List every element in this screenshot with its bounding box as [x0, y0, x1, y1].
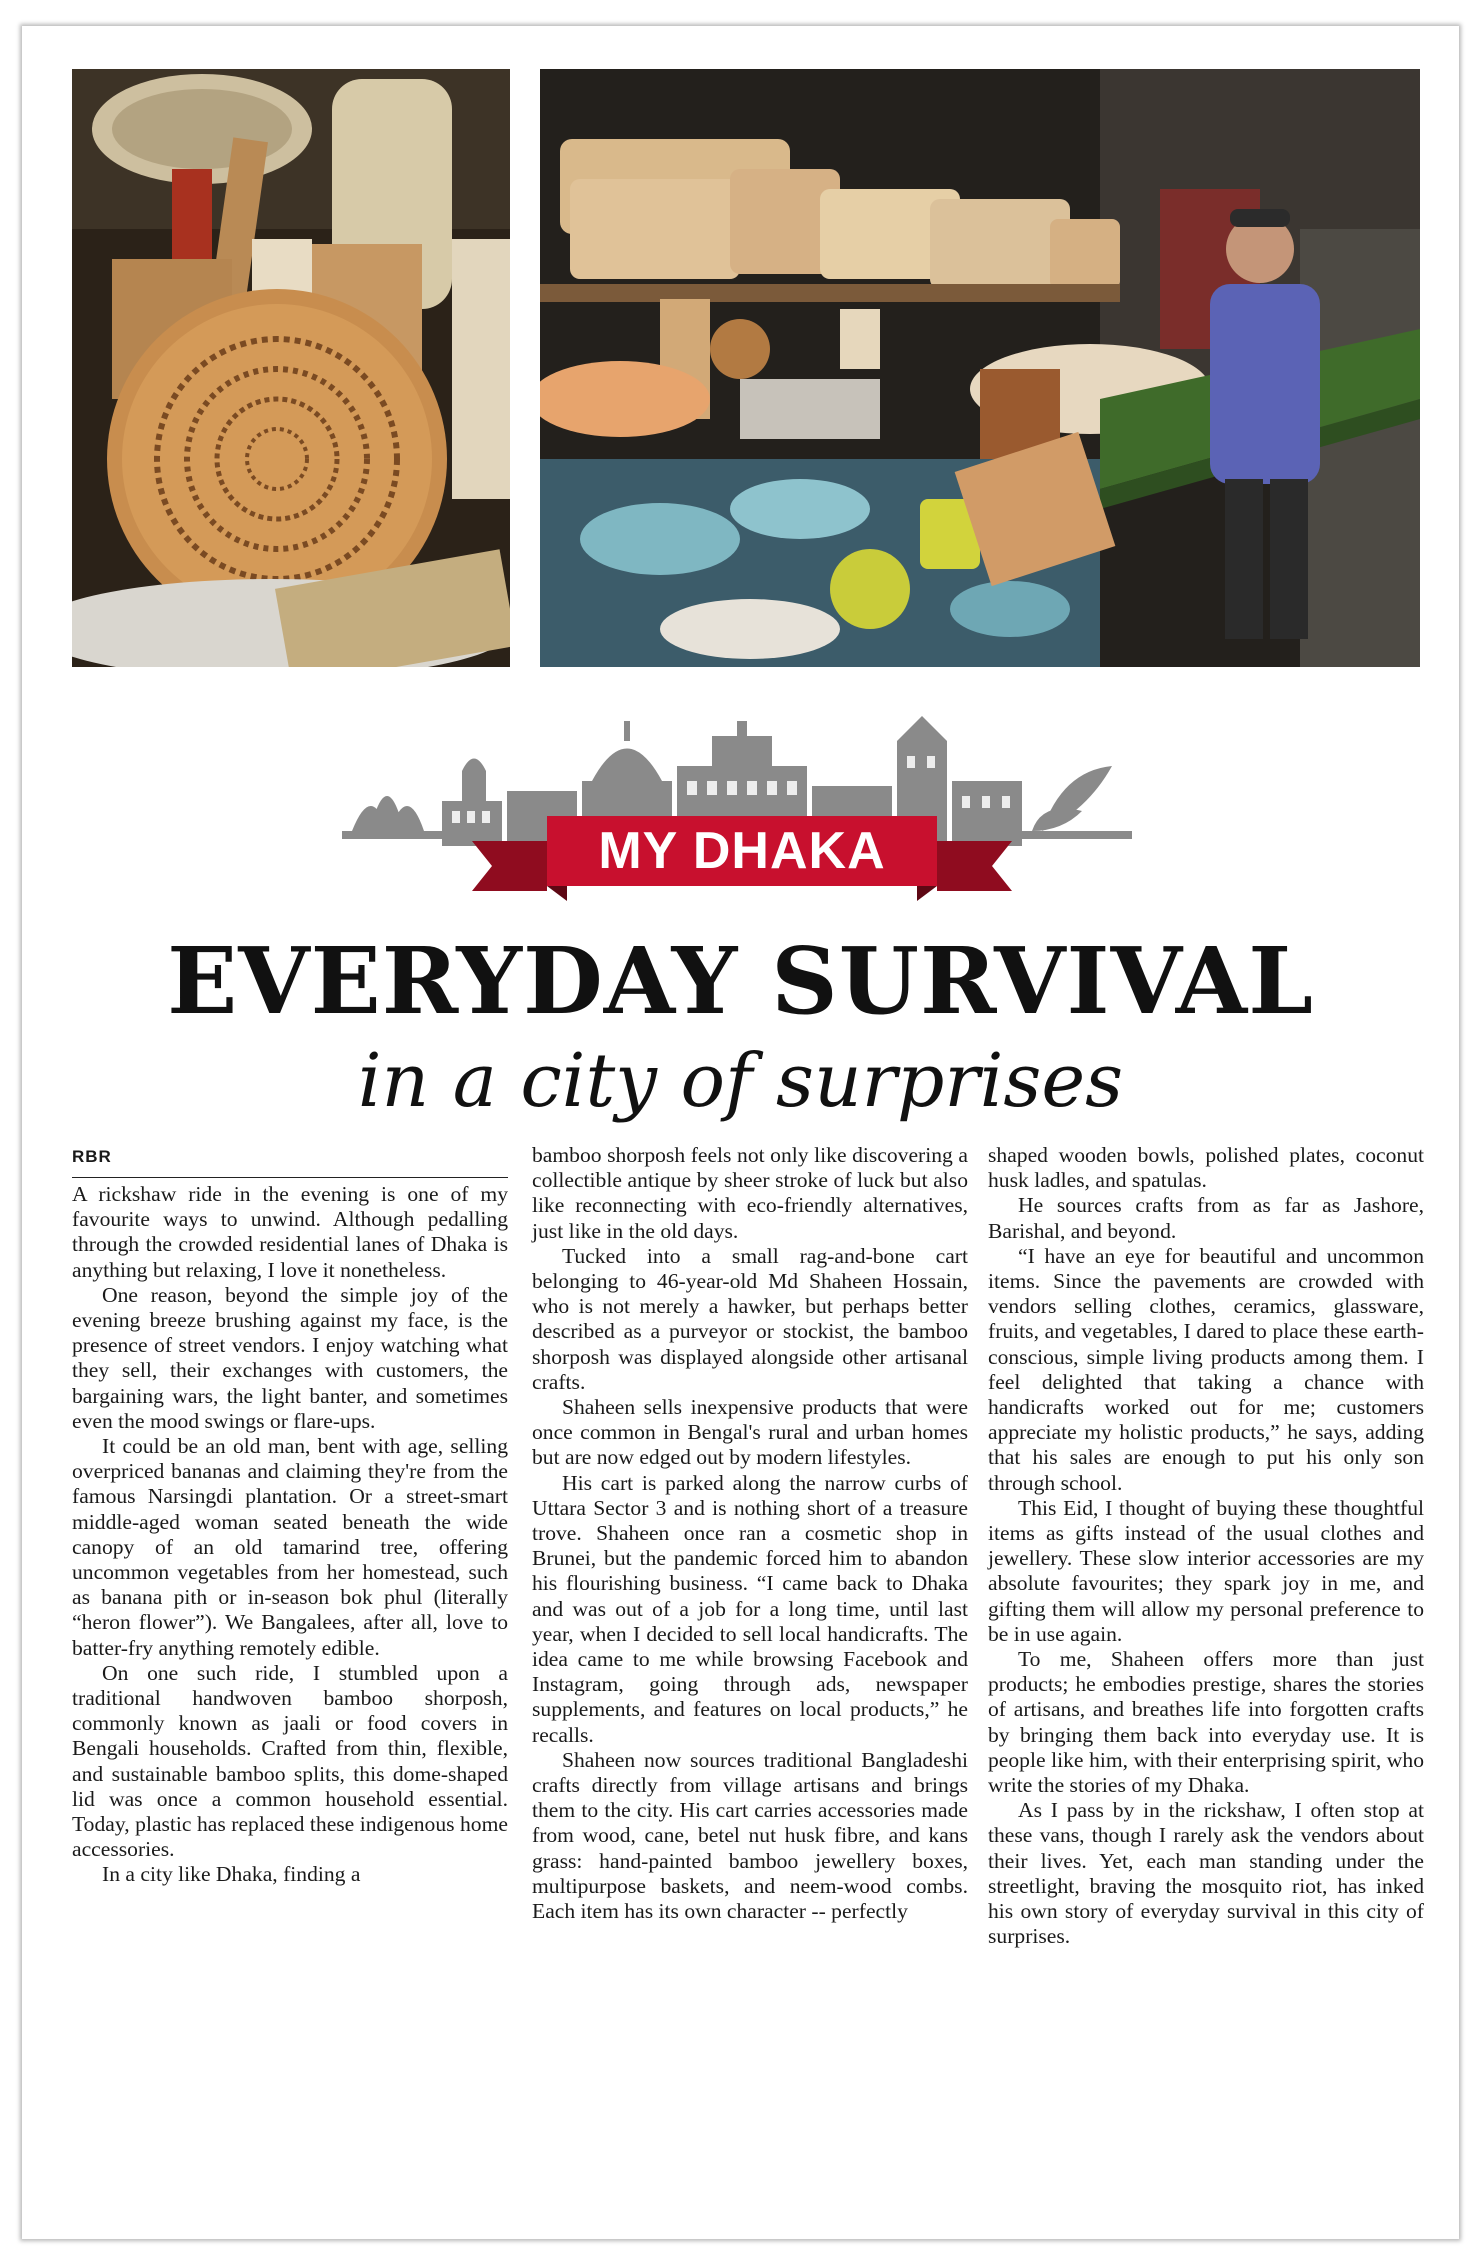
my-dhaka-masthead	[342, 711, 1142, 911]
paragraph: One reason, beyond the simple joy of the evening breeze brushing against my face, is the presence of street vendors. I enjoy watching what they sell, their exchanges with customers, the bargaining wars, the light banter, and sometimes even the mood swings or flare-ups.	[72, 1282, 508, 1433]
paragraph: Tucked into a small rag-and-bone cart belonging to 46-year-old Md Shaheen Hossain, who is not merely a hawker, but perhaps better described as a purveyor or stockist, the bamboo shorposh was displayed alongside other artisanal crafts.	[532, 1243, 968, 1394]
paragraph: Shaheen sells inexpensive products that were once common in Bengal's rural and urban homes but are now edged out by modern lifestyles.	[532, 1395, 968, 1470]
paragraph: shaped wooden bowls, polished plates, coconut husk ladles, and spatulas.	[988, 1143, 1424, 1193]
photo-wooden-plaque	[72, 69, 510, 667]
paragraph: In a city like Dhaka, finding a	[102, 1862, 361, 1887]
paragraph: On one such ride, I stumbled upon a traditional handwoven bamboo shorposh, commonly known as jaali or food covers in Bengali households. Crafted from thin, flexible, and sustainable bamboo splits, this dome-shaped lid was once a common household essential. Today, plastic has replaced these indigenous home accessories.	[72, 1660, 508, 1862]
byline: RBR	[72, 1147, 112, 1166]
paragraph: To me, Shaheen offers more than just products; he embodies prestige, shares the stories of artisans, and breathes life into forgotten crafts by bringing them back into everyday use. It is people like him, with their enterprising spirit, who write the stories of my Dhaka.	[988, 1647, 1424, 1798]
paragraph: It could be an old man, bent with age, selling overpriced bananas and claiming they're from the famous Narsingdi plantation. Or a street-smart middle-aged woman seated beneath the wide canopy of an old tamarind tree, offering uncommon vegetables from her homestead, such as banana pith or in-season bok phul (literally “heron flower”). We Bangalees, after all, love to batter-fry anything remotely edible.	[72, 1434, 508, 1660]
paragraph: bamboo shorposh feels not only like discovering a collectible antique by sheer stroke of luck but also like reconnecting with eco-friendly alternatives, just like in the old days.	[532, 1143, 968, 1243]
article-column-3	[988, 1143, 1424, 1950]
paragraph: This Eid, I thought of buying these thoughtful items as gifts instead of the usual clothes and jewellery. These slow interior accessories are my absolute favourites; they spark joy in me, and gifting them will allow my personal preference to be in use again.	[988, 1495, 1424, 1646]
newspaper-page	[22, 26, 1459, 2239]
subheadline: in a city of surprises	[357, 1038, 1124, 1124]
paragraph: “I have an eye for beautiful and uncommon items. Since the pavements are crowded with vendors selling clothes, ceramics, glassware, fruits, and vegetables, I dared to place these earth-conscious, simple living products among them. I feel delighted that taking a chance with handicrafts worked out for me; customers appreciate my holistic products,” he says, adding that his sales are enough to put his only son through school.	[988, 1243, 1424, 1495]
paragraph: A rickshaw ride in the evening is one of my favourite ways to unwind. Although pedalling through the crowded residential lanes of Dhaka is anything but relaxing, I love it nonetheless.	[72, 1182, 508, 1282]
article-column-2	[532, 1143, 968, 1924]
byline-divider	[72, 1177, 508, 1178]
paragraph: Shaheen now sources traditional Bangladeshi crafts directly from village artisans and brings them to the city. His cart carries accessories made from wood, cane, betel nut husk fibre, and kans grass: hand-painted bamboo jewellery boxes, multipurpose baskets, and neem-wood combs. Each item has its own character -- perfectly	[532, 1747, 968, 1924]
paragraph: As I pass by in the rickshaw, I often stop at these vans, though I rarely ask the vendors about their lives. Yet, each man standing under the streetlight, braving the mosquito riot, has inked his own story of everyday survival in this city of surprises.	[988, 1798, 1424, 1949]
section-banner-label: MY DHAKA	[598, 822, 886, 880]
paragraph: He sources crafts from as far as Jashore, Barishal, and beyond.	[988, 1193, 1424, 1243]
article-column-1	[72, 1147, 508, 1888]
photo-vendor-cart	[540, 69, 1420, 667]
headline: EVERYDAY SURVIVAL	[167, 927, 1314, 1035]
paragraph: His cart is parked along the narrow curbs of Uttara Sector 3 and is nothing short of a treasure trove. Shaheen once ran a cosmetic shop in Brunei, but the pandemic forced him to abandon his flourishing business. “I came back to Dhaka and was out of a job for a long time, until last year, when I decided to sell local handicrafts. The idea came to me while browsing Facebook and Instagram, going through ads, newspaper supplements, and features on local products,” he recalls.	[532, 1470, 968, 1747]
